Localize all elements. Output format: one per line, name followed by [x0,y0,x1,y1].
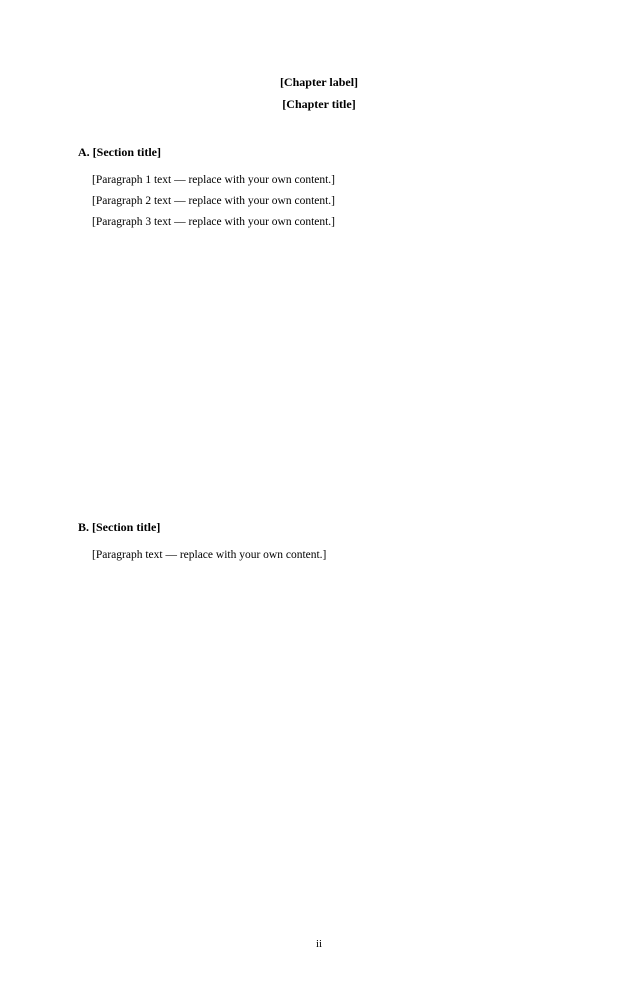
section-a [78,145,568,233]
section-b [78,520,568,566]
section-a-paragraph-3: [Paragraph 3 text — replace with your own content.] [92,216,336,228]
section-b-title: B. [Section title] [78,520,161,534]
chapter-label: [Chapter label] [279,75,359,89]
section-a-paragraph-2: [Paragraph 2 text — replace with your own content.] [92,195,336,207]
section-a-title: A. [Section title] [78,145,161,159]
section-b-paragraph-1: [Paragraph text — replace with your own content.] [92,549,327,561]
chapter-title: [Chapter title] [282,97,356,111]
page-number: ii [315,938,323,950]
section-a-paragraph-1: [Paragraph 1 text — replace with your own content.] [92,174,336,186]
